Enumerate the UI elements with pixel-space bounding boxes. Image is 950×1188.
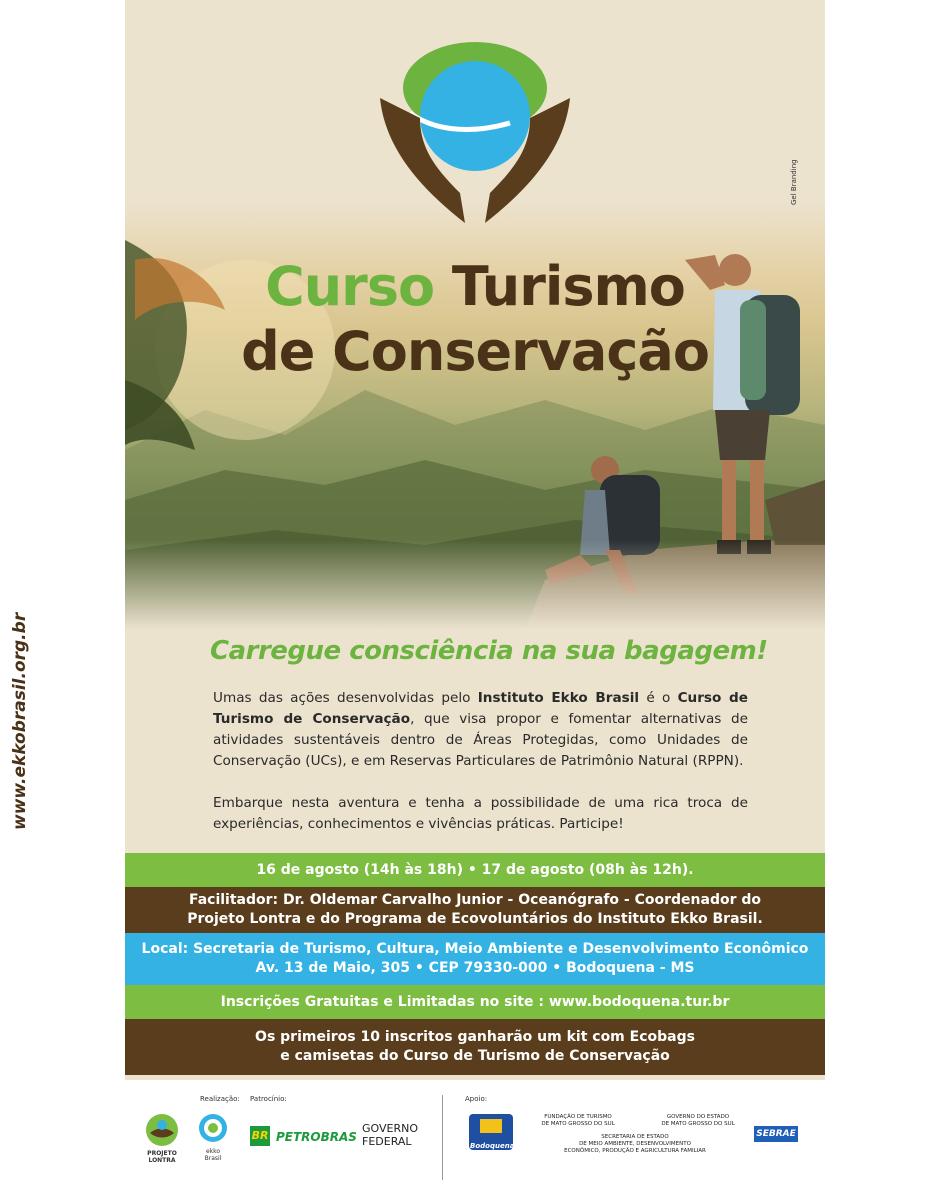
fundtur-line-1: FUNDAÇÃO DE TURISMO xyxy=(544,1114,612,1120)
br-logo-icon: BR xyxy=(250,1126,270,1146)
poster xyxy=(125,0,825,1080)
photo-fade xyxy=(125,540,825,630)
semade-logo xyxy=(545,1134,725,1155)
gov-ms-logo xyxy=(648,1114,748,1128)
projeto-lontra-label: PROJETO LONTRA xyxy=(147,1150,177,1164)
facilitator-band xyxy=(125,887,825,933)
side-url: www.ekkobrasil.org.br xyxy=(10,612,30,830)
title-turismo: Turismo xyxy=(451,255,685,318)
title-line-1 xyxy=(125,255,825,318)
label-realizacao: Realização: xyxy=(200,1095,240,1103)
ekko-brasil-label: ekko Brasil xyxy=(204,1148,222,1162)
photo-credit: Gel Branding xyxy=(790,159,798,205)
intro-text-a: Umas das ações desenvolvidas pelo xyxy=(213,690,478,706)
registration-text: Inscrições Gratuitas e Limitadas no site : www.bodoquena.tur.br xyxy=(220,993,730,1010)
projeto-lontra-logo-icon xyxy=(145,1113,179,1147)
location-line-1: Local: Secretaria de Turismo, Cultura, Meio Ambiente e Desenvolvimento Econômico xyxy=(141,941,809,957)
petrobras-label: PETROBRAS xyxy=(276,1130,357,1144)
sebrae-logo: SEBRAE xyxy=(754,1126,798,1142)
semade-line-2: DE MEIO AMBIENTE, DESENVOLVIMENTO xyxy=(579,1141,691,1147)
ekko-brasil-logo-icon xyxy=(198,1113,228,1147)
water-globe-icon xyxy=(420,61,530,171)
gov-ms-line-2: DE MATO GROSSO DO SUL xyxy=(661,1121,735,1127)
location-band xyxy=(125,933,825,985)
invite-paragraph: Embarque nesta aventura e tenha a possibilidade de uma rica troca de experiências, conhecimentos e vivências práticas. Participe! xyxy=(213,795,748,832)
dates-band xyxy=(125,853,825,887)
kit-band xyxy=(125,1019,825,1075)
location-line-2: Av. 13 de Maio, 305 • CEP 79330-000 • Bodoquena - MS xyxy=(255,960,695,976)
governo-federal-line-1: GOVERNO xyxy=(362,1122,418,1135)
facilitator-line-1: Facilitador: Dr. Oldemar Carvalho Junior - Oceanógrafo - Coordenador do xyxy=(188,892,762,908)
governo-federal-logo xyxy=(362,1122,418,1148)
label-patrocinio: Patrocínio: xyxy=(250,1095,287,1103)
intro-text-e: , que visa propor e fomentar alternativas de atividades sustentáveis dentro de Áreas Protegidas, como Unidades de Conservação (UCs), e em Reservas Particulares de Patrimônio Natural (RPPN). xyxy=(213,711,748,769)
course-name: Curso de Turismo de Conservação xyxy=(213,690,748,727)
title-curso: Curso xyxy=(265,255,435,318)
intro-text-c: é o xyxy=(639,690,678,706)
hands-globe-logo xyxy=(370,18,580,228)
intro-paragraph xyxy=(213,688,748,772)
kit-line-1: Os primeiros 10 inscritos ganharão um kit com Ecobags xyxy=(255,1029,695,1045)
semade-line-3: ECONÔMICO, PRODUÇÃO E AGRICULTURA FAMILIAR xyxy=(564,1148,706,1154)
label-apoio: Apoio: xyxy=(465,1095,488,1103)
fundtur-logo xyxy=(528,1114,628,1128)
gov-ms-line-1: GOVERNO DO ESTADO xyxy=(666,1114,730,1120)
registration-band xyxy=(125,985,825,1019)
institute-name: Instituto Ekko Brasil xyxy=(477,690,640,706)
dates-text: 16 de agosto (14h às 18h) • 17 de agosto (08h às 12h). xyxy=(256,861,694,878)
title-line-2: de Conservação xyxy=(241,320,709,383)
footer-divider xyxy=(442,1095,443,1180)
semade-line-1: SECRETARIA DE ESTADO xyxy=(601,1134,669,1140)
kit-line-2: e camisetas do Curso de Turismo de Conservação xyxy=(280,1048,670,1064)
fundtur-line-2: DE MATO GROSSO DO SUL xyxy=(541,1121,615,1127)
governo-federal-line-2: FEDERAL xyxy=(362,1135,412,1148)
bodoquena-label: Bodoquena xyxy=(470,1142,515,1150)
slogan: Carregue consciência na sua bagagem! xyxy=(210,636,768,666)
facilitator-line-2: Projeto Lontra e do Programa de Ecovoluntários do Instituto Ekko Brasil. xyxy=(187,911,763,927)
